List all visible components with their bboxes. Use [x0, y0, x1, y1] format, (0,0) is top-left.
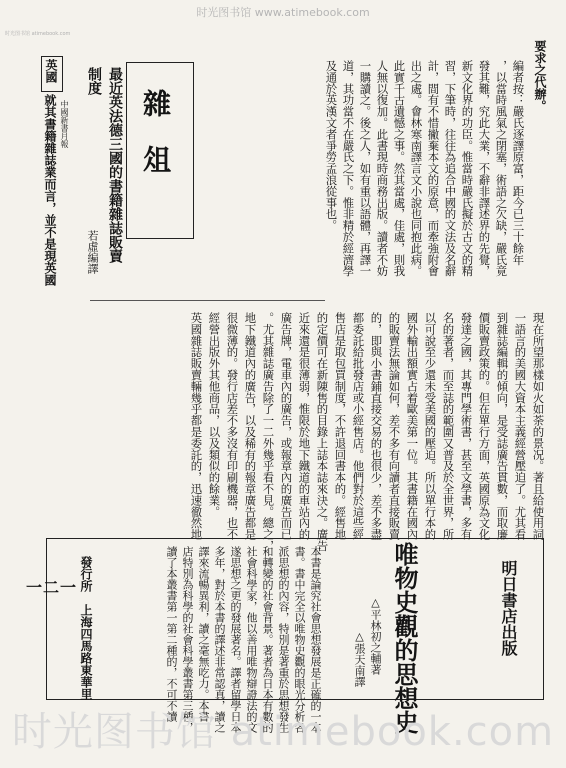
ad-text-column: 遂思想之更的發展著名。譯者留學日本 [229, 546, 242, 733]
section-subtitle: 最近英法德三國的書籍雜誌販賣 [107, 67, 123, 263]
article-column: 英國雜誌販賣輛幾乎都是委託的，迅速徹然地 [189, 312, 204, 540]
article-column: 很微薄的。發行店差不多沒有印刷機器，也不 [225, 312, 240, 540]
ad-text-column: 派思想的內容，特別是著重於思想發生 [277, 546, 290, 733]
ad-text-column: 書。書中完全以唯物史觀的眼光分析各 [293, 546, 306, 733]
ad-text-column: 多年，對於本書的譯述非常認真，讀之 [213, 546, 226, 733]
article-column: 名的著者，而至誌的範圍又普及於全世界，所 [441, 312, 456, 540]
ad-text-column: 譯來流暢異利，讀之毫無吃力。本書 [197, 546, 210, 722]
note-column: 新文化界的功臣。惟當時嚴氏擬於古文的精 [460, 60, 475, 277]
article-column: 的，即與小書鋪直接交易的也很少，差不多盡 [369, 312, 384, 540]
article-column: 發達之國，其專門學術書，甚至文學書，多有 [459, 312, 474, 540]
article-column: 地下鐵道內的廣告，以及稀有的報章廣告都是 [243, 312, 258, 540]
ad-text-column: 店特別為科學的社會科學叢書第三種， [181, 546, 194, 733]
sidebar-label: 英國 [44, 59, 58, 83]
watermark-small: 时光图书馆 atimebook.com [5, 31, 71, 37]
page-number: 一二一 [26, 578, 78, 597]
article-column: 以可說至少還未受美國的壓迫。所以單行本的 [423, 312, 438, 540]
sidebar-line-1: 就其書籍雜誌業而言，並不是現英國 [43, 94, 57, 286]
section-title: 雜 俎 [139, 89, 172, 173]
note-column: 習，下筆時，往往為追合中國的文法及名辭 [443, 60, 458, 277]
article-column: 價販賣政策的。但在單行方面，英國原為文化 [477, 312, 492, 540]
article-column: 。尤其雜誌廣告除了一二外幾乎看不見。總之， [261, 312, 276, 552]
sidebar-line-2: 中國新書月報 [60, 100, 69, 148]
note-column: 及通於英漢文者爭勞孟浪從事也。 [324, 60, 339, 231]
note-column: 編者按：嚴氏逐譯原富，距今已三十餘年 [511, 60, 526, 266]
ad-text-column: 和轉變的社會背景。著者為日本有數的 [261, 546, 274, 733]
watermark-bottom: 时光图书馆 atimebook.com [11, 709, 555, 755]
note-column: 計，間有不惜撇棄本文的原意，而牽強附會 [426, 60, 441, 277]
article-column: 近來還是很薄弱，惟限於地下鐵道的車站內的 [297, 312, 312, 540]
note-column: 發其難，究此大業，不辭非譯述界的先覺， [477, 60, 492, 277]
ad-publisher: 明日書店出版 [499, 560, 518, 656]
section-author: 若虛編譯 [86, 230, 99, 274]
section-divider [90, 300, 325, 301]
note-column: 人無以復加。此書現時商務出版。讀者不妨 [375, 60, 390, 277]
article-head: 要求之代辦。 [533, 40, 547, 112]
ad-text-column: 讀了本叢書第一第二種的，不可不讀 [165, 546, 178, 722]
ad-book-title: 唯物史觀的思想史 [390, 542, 419, 734]
article-column: 都委託給批發店或小經售店。他們對於這些經 [351, 312, 366, 540]
article-column: 廣告牌，電車內的廣告，或報章內的廣告而已 [279, 312, 294, 540]
ad-text-column: 本書是論究社會思想發展是正確的一本 [309, 546, 322, 733]
article-column: 的定價可在新陳售的目錄上誌本誌來決之。廣告 [315, 312, 330, 552]
note-column: 此實千古遺憾之事。然其當處，佳處，則我 [392, 60, 407, 277]
article-column: 售店是取包買制度，不許退回書本的。經售地 [333, 312, 348, 540]
ad-author: △平林初之輔著 [369, 596, 382, 675]
article-column: 國外輸出額實占着歐美第一位。其書籍在國內 [405, 312, 420, 540]
article-column: 一語言的美國大資本主義經營壓迫了。尤其看 [513, 312, 528, 540]
note-column: 道，其功當不在嚴氏之下。惟非精於經濟學 [341, 60, 356, 277]
article-column: 現在所望那樣如火如荼的景况。著且給使用詞 [531, 312, 546, 540]
ad-translator: △張天南譯 [353, 630, 366, 687]
note-column: ，以當時風氣之閉塞，術語之欠缺，嚴氏竟 [494, 60, 509, 277]
ad-footer: 發行所 上海四馬路東華里 [79, 556, 93, 700]
watermark-top: 时光图书馆 www.atimebook.com [196, 6, 370, 19]
note-column: 出之處。會林寒南譯言文小說也同抱此病。 [409, 60, 424, 277]
article-column: 到雜誌編輯的傾向，是受誌廣告貫數，而取廉 [495, 312, 510, 540]
article-column: 的販賣法無論如何，差不多有向讀者直接販賣 [387, 312, 402, 540]
note-column: 一購讀之。後之人，如有重以語體，再譯一 [358, 60, 373, 277]
section-subtitle-2: 制度 [86, 67, 102, 95]
article-column: 經營出版外其他商品，以及類似的餘業。 [207, 312, 222, 518]
ad-text-column: 社會科學家，他以善用唯物辯證法的文 [245, 546, 258, 733]
